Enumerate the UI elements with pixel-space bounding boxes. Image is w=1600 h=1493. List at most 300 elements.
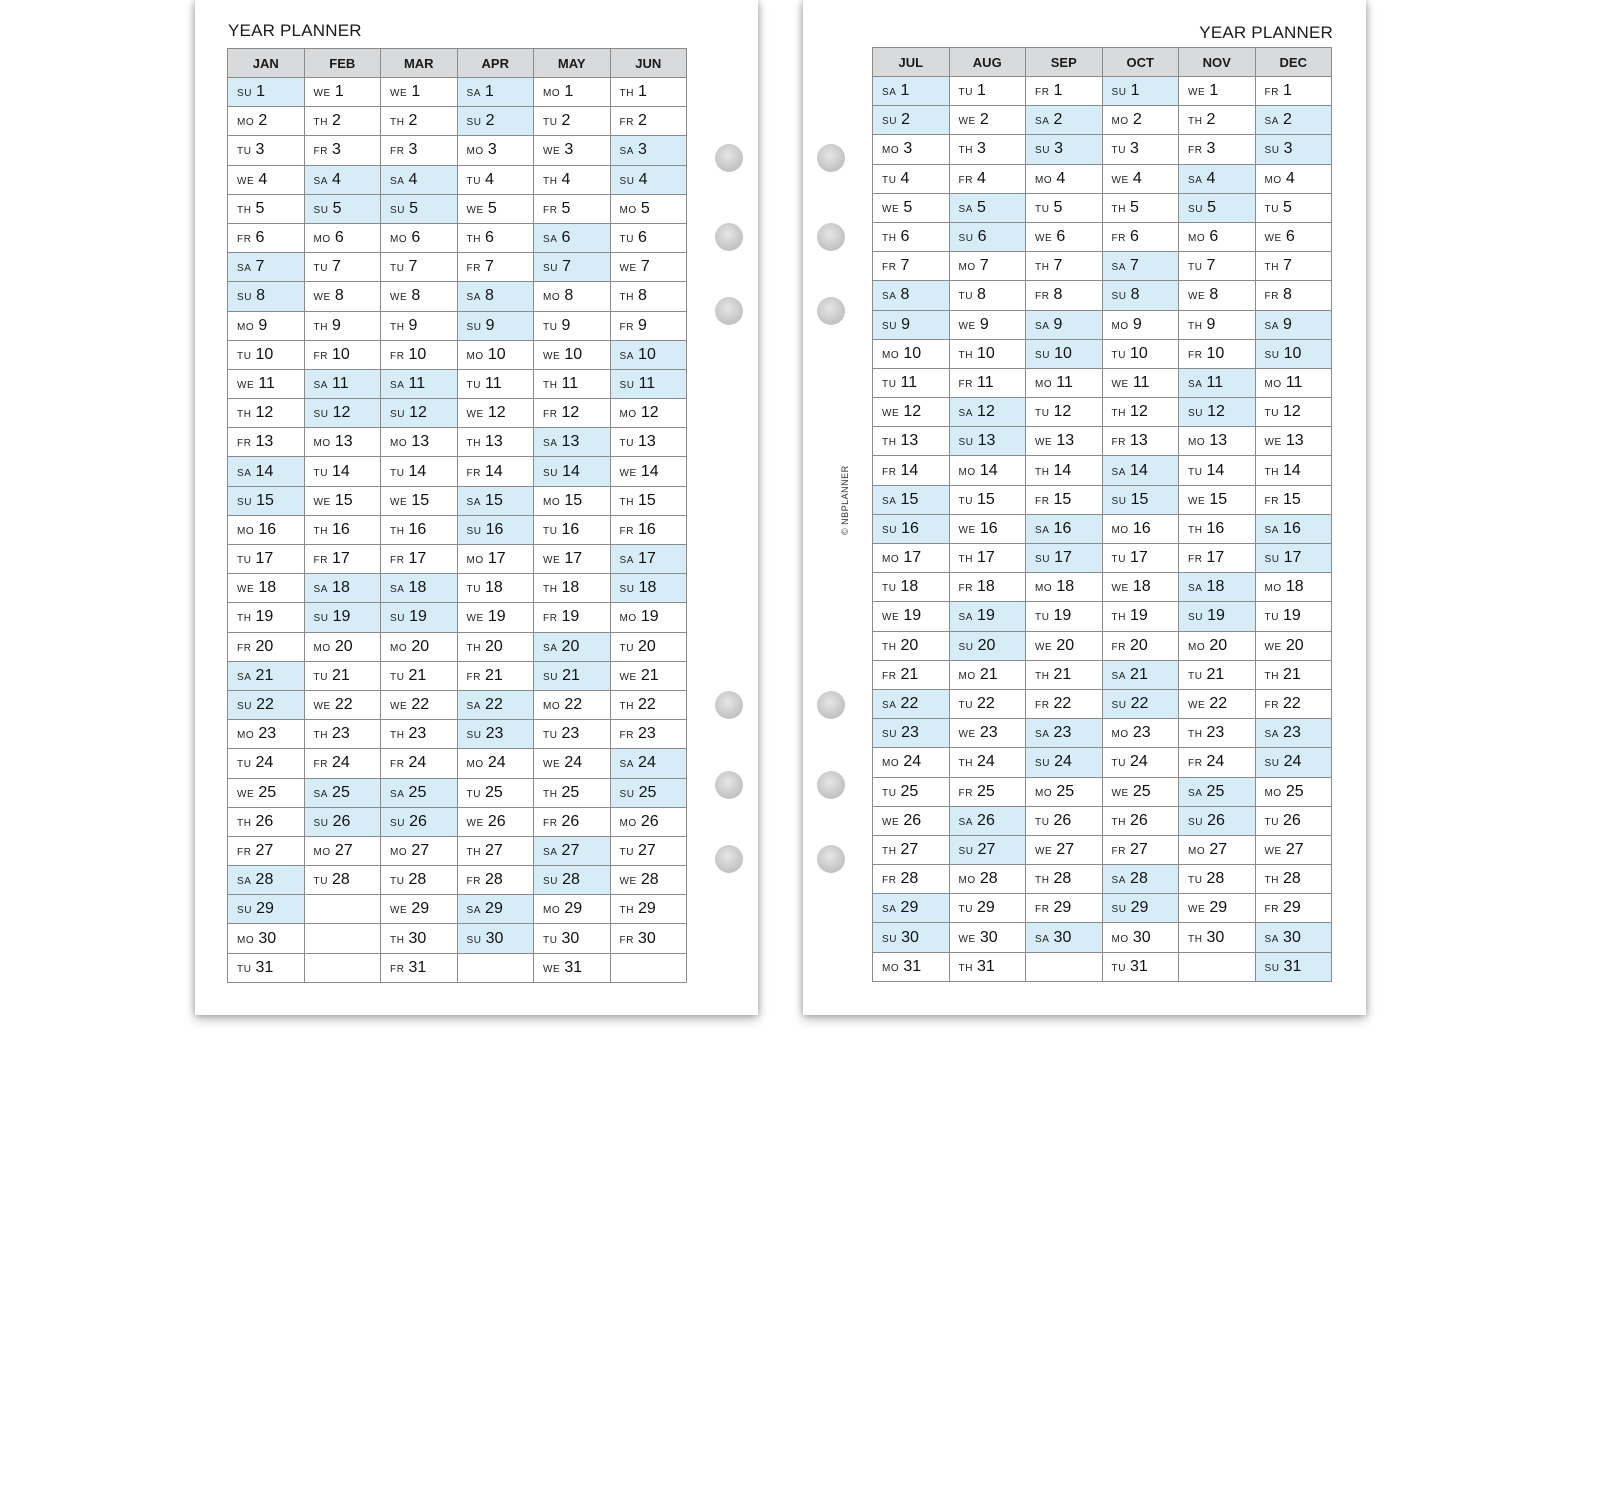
day-cell <box>304 778 381 807</box>
weekday-label: TU <box>958 700 974 712</box>
day-number: 26 <box>561 812 580 830</box>
day-number: 8 <box>977 286 986 304</box>
day-number: 2 <box>408 112 418 130</box>
day-cell <box>534 953 611 982</box>
day-cell <box>873 398 950 427</box>
day-row <box>228 428 687 457</box>
weekday-label: WE <box>543 759 561 771</box>
day-number: 26 <box>332 812 351 830</box>
weekday-label: TU <box>237 963 252 975</box>
day-number: 17 <box>903 549 922 567</box>
day-number: 25 <box>1056 782 1075 800</box>
weekday-label: TU <box>1111 554 1127 566</box>
day-cell <box>1026 427 1103 456</box>
weekday-label: SA <box>619 759 635 771</box>
day-row <box>228 311 687 340</box>
day-cell <box>228 953 305 982</box>
day-number: 27 <box>411 841 430 859</box>
day-cell <box>610 136 687 165</box>
weekday-label: WE <box>1111 378 1129 390</box>
day-cell <box>949 631 1026 660</box>
day-row <box>873 339 1332 368</box>
weekday-label: TH <box>313 117 329 129</box>
day-cell <box>1102 602 1179 631</box>
day-number: 18 <box>258 579 277 597</box>
weekday-label: MO <box>1264 787 1282 799</box>
day-number: 21 <box>640 666 659 684</box>
day-cell <box>381 107 458 136</box>
day-number: 11 <box>638 374 656 392</box>
day-cell <box>1026 368 1103 397</box>
day-cell <box>1102 398 1179 427</box>
day-cell <box>949 602 1026 631</box>
day-number: 3 <box>903 140 913 158</box>
weekday-label: MO <box>882 349 900 361</box>
weekday-label: TU <box>466 379 482 391</box>
day-number: 16 <box>1206 519 1225 537</box>
day-number: 24 <box>564 754 583 772</box>
day-number: 14 <box>332 462 350 480</box>
day-number: 25 <box>258 783 277 801</box>
month-header-jul: JUL <box>873 48 950 77</box>
weekday-label: MO <box>1111 524 1129 536</box>
day-number: 4 <box>332 170 341 188</box>
day-cell <box>381 223 458 252</box>
weekday-label: WE <box>1264 437 1282 449</box>
day-cell <box>610 311 687 340</box>
day-cell <box>873 777 950 806</box>
day-number: 14 <box>255 462 274 480</box>
day-number: 30 <box>485 929 504 947</box>
day-cell <box>1102 835 1179 864</box>
day-cell <box>1102 281 1179 310</box>
day-cell <box>381 428 458 457</box>
day-number: 29 <box>411 900 430 918</box>
day-cell <box>228 836 305 865</box>
day-cell <box>228 486 305 515</box>
weekday-label: WE <box>466 204 484 216</box>
day-cell <box>949 252 1026 281</box>
day-cell <box>1255 368 1332 397</box>
weekday-label: SU <box>313 613 329 625</box>
day-cell <box>381 632 458 661</box>
day-cell <box>304 749 381 778</box>
weekday-label: SU <box>1035 554 1051 566</box>
weekday-label: SU <box>1188 203 1204 215</box>
weekday-label: TH <box>882 845 897 857</box>
day-cell <box>873 602 950 631</box>
day-cell <box>457 107 534 136</box>
day-row <box>228 253 687 282</box>
day-cell <box>228 690 305 719</box>
day-number: 6 <box>1285 228 1295 246</box>
day-row <box>228 574 687 603</box>
weekday-label: TU <box>237 146 252 158</box>
day-cell <box>228 866 305 895</box>
day-cell <box>610 895 687 924</box>
day-cell <box>1026 514 1103 543</box>
day-number: 18 <box>1285 578 1304 596</box>
day-number: 17 <box>638 550 656 568</box>
day-row <box>228 194 687 223</box>
weekday-label: TH <box>1188 320 1203 332</box>
weekday-label: TU <box>882 174 897 186</box>
day-row <box>228 399 687 428</box>
weekday-label: SU <box>1188 408 1204 420</box>
weekday-label: WE <box>390 496 408 508</box>
day-number: 30 <box>1283 928 1301 946</box>
weekday-label: SU <box>466 525 482 537</box>
day-cell <box>304 194 381 223</box>
day-row <box>873 514 1332 543</box>
day-cell <box>228 515 305 544</box>
day-cell <box>228 311 305 340</box>
day-number: 3 <box>332 141 341 159</box>
day-cell <box>873 427 950 456</box>
day-number: 28 <box>1206 870 1225 888</box>
day-cell <box>1255 485 1332 514</box>
day-number: 27 <box>977 840 996 858</box>
weekday-label: TU <box>313 671 329 683</box>
month-header-dec: DEC <box>1255 48 1332 77</box>
day-number: 22 <box>638 696 656 714</box>
day-cell <box>381 720 458 749</box>
weekday-label: MO <box>1035 378 1053 390</box>
day-cell <box>228 136 305 165</box>
day-cell <box>1026 106 1103 135</box>
day-cell <box>1179 310 1256 339</box>
weekday-label: WE <box>543 350 561 362</box>
day-number: 10 <box>332 345 350 363</box>
day-number: 19 <box>1130 607 1148 625</box>
weekday-label: MO <box>466 555 484 567</box>
day-number: 26 <box>1207 811 1225 829</box>
day-number: 26 <box>1283 811 1301 829</box>
day-cell <box>304 457 381 486</box>
weekday-label: FR <box>237 846 252 858</box>
day-cell <box>457 778 534 807</box>
day-number: 22 <box>1053 695 1072 713</box>
weekday-label: TU <box>466 584 482 596</box>
weekday-label: TU <box>390 671 405 683</box>
day-cell <box>381 895 458 924</box>
day-cell <box>949 77 1026 106</box>
day-cell <box>1102 689 1179 718</box>
day-number: 3 <box>1130 140 1139 158</box>
day-cell <box>457 311 534 340</box>
weekday-label: SA <box>958 203 974 215</box>
weekday-label: TH <box>1111 203 1127 215</box>
weekday-label: TU <box>466 175 482 187</box>
day-number: 28 <box>640 871 659 889</box>
day-cell <box>873 631 950 660</box>
day-cell <box>381 194 458 223</box>
weekday-label: FR <box>390 146 405 158</box>
binder-hole <box>817 223 845 251</box>
day-cell <box>228 107 305 136</box>
day-cell <box>1179 748 1256 777</box>
day-number: 2 <box>561 112 571 130</box>
weekday-label: WE <box>958 729 976 741</box>
day-row <box>228 895 687 924</box>
day-number: 8 <box>900 286 910 304</box>
weekday-label: FR <box>543 817 558 829</box>
weekday-label: MO <box>882 758 900 770</box>
weekday-label: WE <box>390 701 408 713</box>
day-number: 18 <box>977 578 995 596</box>
weekday-label: SA <box>466 701 482 713</box>
day-number: 27 <box>900 840 919 858</box>
day-number: 28 <box>1130 870 1148 888</box>
weekday-label: MO <box>958 670 976 682</box>
day-cell <box>1026 339 1103 368</box>
day-cell <box>610 574 687 603</box>
day-number: 5 <box>977 198 986 216</box>
empty-cell <box>304 953 381 982</box>
day-number: 29 <box>485 900 503 918</box>
weekday-label: FR <box>466 876 482 888</box>
day-number: 20 <box>1209 636 1228 654</box>
day-row <box>873 427 1332 456</box>
day-cell <box>457 486 534 515</box>
binder-hole <box>715 771 743 799</box>
weekday-label: TU <box>237 759 252 771</box>
day-number: 10 <box>564 345 583 363</box>
day-number: 15 <box>256 491 274 509</box>
weekday-label: TH <box>1188 524 1203 536</box>
day-number: 4 <box>561 170 571 188</box>
weekday-label: SU <box>237 88 253 100</box>
day-number: 22 <box>977 695 995 713</box>
day-number: 1 <box>564 83 574 101</box>
weekday-label: TU <box>1264 408 1280 420</box>
day-cell <box>873 865 950 894</box>
weekday-label: SU <box>958 233 974 245</box>
month-header-feb: FEB <box>304 49 381 78</box>
day-cell <box>457 603 534 632</box>
day-cell <box>873 135 950 164</box>
weekday-label: MO <box>543 701 561 713</box>
day-cell <box>1179 865 1256 894</box>
day-cell <box>610 690 687 719</box>
weekday-label: TU <box>390 467 405 479</box>
day-cell <box>457 720 534 749</box>
day-cell <box>1102 952 1179 981</box>
day-cell <box>1255 835 1332 864</box>
day-cell <box>1026 252 1103 281</box>
day-number: 4 <box>1132 169 1142 187</box>
day-number: 28 <box>485 871 503 889</box>
month-header-jun: JUN <box>610 49 687 78</box>
day-number: 9 <box>408 316 418 334</box>
day-number: 10 <box>408 345 427 363</box>
day-cell <box>228 895 305 924</box>
day-cell <box>1026 485 1103 514</box>
weekday-label: TU <box>543 730 558 742</box>
weekday-label: FR <box>313 146 329 158</box>
weekday-label: WE <box>882 203 900 215</box>
day-cell <box>457 895 534 924</box>
day-number: 24 <box>1283 753 1302 771</box>
day-row <box>228 778 687 807</box>
weekday-label: SU <box>1111 495 1127 507</box>
weekday-label: WE <box>958 116 976 128</box>
day-row <box>873 719 1332 748</box>
weekday-label: SA <box>882 87 897 99</box>
day-cell <box>1102 252 1179 281</box>
day-number: 16 <box>1283 519 1301 537</box>
day-row <box>873 544 1332 573</box>
day-number: 2 <box>332 112 341 130</box>
day-number: 30 <box>258 929 277 947</box>
day-cell <box>457 253 534 282</box>
day-number: 12 <box>1053 403 1072 421</box>
day-row <box>873 281 1332 310</box>
weekday-label: WE <box>1188 700 1206 712</box>
day-number: 1 <box>1053 82 1063 100</box>
day-number: 21 <box>562 666 580 684</box>
day-number: 25 <box>561 783 580 801</box>
day-number: 10 <box>977 344 995 362</box>
day-number: 12 <box>255 404 274 422</box>
day-number: 14 <box>562 462 580 480</box>
weekday-label: MO <box>1111 116 1129 128</box>
weekday-label: TH <box>390 730 405 742</box>
day-number: 22 <box>1283 695 1301 713</box>
day-cell <box>949 514 1026 543</box>
day-number: 2 <box>901 111 910 129</box>
day-cell <box>873 106 950 135</box>
weekday-label: SU <box>1111 904 1127 916</box>
day-number: 6 <box>1209 228 1219 246</box>
day-row <box>228 486 687 515</box>
weekday-label: SA <box>313 175 329 187</box>
day-cell <box>1255 398 1332 427</box>
weekday-label: SA <box>543 234 558 246</box>
day-cell <box>457 428 534 457</box>
day-number: 10 <box>1206 344 1225 362</box>
day-cell <box>228 428 305 457</box>
weekday-label: MO <box>1264 583 1282 595</box>
day-cell <box>949 777 1026 806</box>
day-number: 1 <box>411 83 421 101</box>
weekday-label: WE <box>390 292 408 304</box>
day-number: 23 <box>1283 724 1301 742</box>
day-number: 8 <box>1130 286 1140 304</box>
weekday-label: TH <box>313 321 329 333</box>
day-cell <box>610 194 687 223</box>
day-cell <box>949 923 1026 952</box>
day-number: 9 <box>638 316 647 334</box>
day-number: 3 <box>977 140 986 158</box>
day-cell <box>534 603 611 632</box>
weekday-label: SU <box>619 584 635 596</box>
weekday-label: TH <box>237 204 252 216</box>
day-number: 24 <box>638 754 656 772</box>
day-cell <box>381 749 458 778</box>
day-number: 22 <box>256 696 274 714</box>
day-number: 4 <box>485 170 494 188</box>
weekday-label: SU <box>958 437 974 449</box>
weekday-label: TU <box>390 263 405 275</box>
weekday-label: SU <box>390 613 406 625</box>
day-cell <box>304 690 381 719</box>
weekday-label: TH <box>313 730 329 742</box>
day-cell <box>873 719 950 748</box>
day-row <box>228 632 687 661</box>
day-cell <box>534 78 611 107</box>
weekday-label: SU <box>619 788 635 800</box>
weekday-label: TU <box>619 642 635 654</box>
weekday-label: TU <box>958 495 974 507</box>
day-number: 1 <box>977 82 986 100</box>
weekday-label: WE <box>313 496 331 508</box>
weekday-label: SU <box>390 204 406 216</box>
day-cell <box>1255 923 1332 952</box>
day-number: 11 <box>1285 373 1303 391</box>
weekday-label: TU <box>1264 203 1280 215</box>
day-row <box>228 107 687 136</box>
day-number: 18 <box>1206 578 1225 596</box>
day-cell <box>1255 135 1332 164</box>
day-cell <box>1179 835 1256 864</box>
weekday-label: FR <box>1188 758 1203 770</box>
day-cell <box>610 545 687 574</box>
binder-hole <box>715 223 743 251</box>
weekday-label: TH <box>1111 408 1127 420</box>
weekday-label: SU <box>313 204 329 216</box>
day-number: 5 <box>409 199 418 217</box>
day-number: 15 <box>334 491 353 509</box>
day-number: 31 <box>977 957 995 975</box>
month-header-may: MAY <box>534 49 611 78</box>
weekday-label: SA <box>237 263 252 275</box>
day-cell <box>1255 719 1332 748</box>
day-cell <box>949 339 1026 368</box>
weekday-label: TH <box>1188 729 1203 741</box>
day-cell <box>873 368 950 397</box>
binder-hole <box>817 144 845 172</box>
day-cell <box>457 632 534 661</box>
day-number: 5 <box>1207 198 1216 216</box>
day-cell <box>873 164 950 193</box>
day-row <box>873 164 1332 193</box>
day-row <box>228 369 687 398</box>
day-number: 7 <box>1283 257 1292 275</box>
day-number: 3 <box>638 141 647 159</box>
day-cell <box>873 310 950 339</box>
weekday-label: FR <box>1188 554 1203 566</box>
weekday-label: MO <box>237 321 255 333</box>
day-number: 9 <box>979 315 989 333</box>
day-number: 11 <box>408 374 426 392</box>
day-number: 15 <box>638 491 656 509</box>
day-number: 25 <box>900 782 919 800</box>
day-cell <box>457 136 534 165</box>
day-number: 20 <box>977 636 996 654</box>
day-cell <box>228 924 305 953</box>
day-number: 25 <box>977 782 995 800</box>
weekday-label: TH <box>958 962 974 974</box>
weekday-label: SA <box>313 788 329 800</box>
day-number: 16 <box>408 520 427 538</box>
copyright-text: © NBPLANNER <box>840 465 850 535</box>
day-cell <box>381 136 458 165</box>
day-number: 30 <box>561 929 580 947</box>
weekday-label: SA <box>882 700 897 712</box>
day-number: 15 <box>1209 490 1228 508</box>
day-number: 11 <box>258 374 275 392</box>
